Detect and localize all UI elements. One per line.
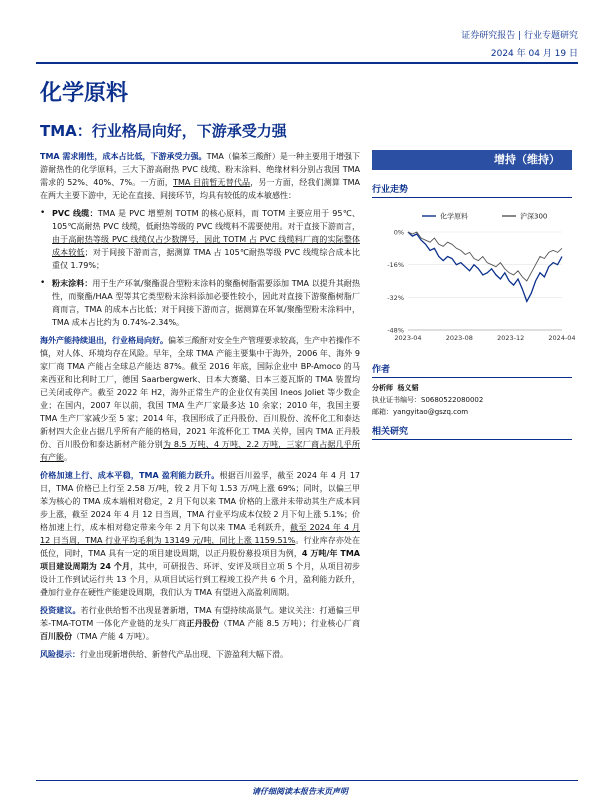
paragraph-investment [40, 604, 360, 643]
sidebar [372, 150, 576, 440]
main-body [40, 150, 360, 666]
paragraph-text: 根据百川盈孚，截至 2024 年 4 月 17 日，TMA 价格已上行至 2.58 万/吨，较 2 月下旬 1.53 万/吨上涨 69%；同时，以偏三甲苯为核心的 TMA 成本端相对稳定，2 月下旬以来 TMA 价格的上涨并未带动其生产成本同步上涨，截至 2024 年 4 月 12 日当周，TMA 行业平均成本仅较 2 月下旬上涨 5.1%；价格加速上行，成本相对稳定带来今年 2 月下旬以来 TMA 毛利跃升， [40, 471, 361, 532]
legend-label: 沪深300 [520, 212, 548, 221]
x-tick-label: 2023-12 [497, 334, 525, 342]
author-heading: 作者 [372, 362, 572, 378]
bullet-pvc-cable [40, 207, 360, 272]
paragraph-text: ，其中，可研报告、环评、安评及项目立项 5 个月，从项目初步设计工作到试运行共 13 个月，从项目试运行到工程竣工投产共 6 个月，盈利能力跃升，叠加行业存在硬性产能建设周期，我们认为 TMA 有望进入高盈利周期。 [40, 562, 360, 597]
series-line-sector [408, 232, 562, 301]
y-tick-label: -48% [387, 326, 404, 335]
email-label: 邮箱： [372, 408, 393, 416]
paragraph-lead: 海外产能持续退出，行业格局向好。 [40, 336, 168, 345]
license-line [372, 394, 572, 406]
paragraph-text: （TMA 产能 4 万吨）。 [72, 632, 154, 641]
y-tick-label: 0% [393, 228, 404, 237]
trend-heading: 行业走势 [372, 182, 572, 198]
bullet-lead: PVC 线缆： [52, 209, 98, 218]
x-tick-label: 2024-04 [548, 334, 576, 342]
header-divider [36, 62, 578, 64]
license-label: 执业证书编号： [372, 396, 421, 404]
paragraph-risk [40, 648, 360, 661]
footer-divider [36, 780, 578, 781]
email-line [372, 406, 572, 418]
paragraph-bold: 4 万吨/年 TMA 项目建设周期为 24 个月 [40, 549, 360, 571]
paragraph-text: 偏苯三酸酐对安全生产管理要求较高，生产中若操作不慎，对人体、环境均存在风险。早年，全球 TMA 产能主要集中于海外，2006 年、海外 9 家厂商 TMA 产能占全球总产能达 87%。截至 2016 年底，国际企业中 BP-Amoco 的马来西亚和比利时工厂，德国 Saarbergwerk、日本大赛璐、日本三菱瓦斯的 TMA 装置均已关闭或停产。截至 2022 年 H2，海外正常生产的企业仅有美国 Ineos Joliet 等少数企业；在国内，2007 年以前，我国 TMA 生产厂家最多达 10 余家；2010 年，我国主要 TMA 生产厂家减少至 5 家；2014 年，我国形成了正丹股份、百川股份、流杯化工和泰达新材四大企业占据几乎所有产能的格局，2021 年流杯化工 TMA 关停，国内 TMA 正丹股份、百川股份和泰达新材产能分别 [40, 336, 360, 449]
bullet-text: 用于生产环氧/聚酯混合型粉末涂料的聚酯树脂需要添加 TMA 以提升其耐热性，而聚酯/HAA 型等其它类型粉末涂料添加必要性较小，因此对直接下游聚酯树脂厂商而言，TMA 的成本占比低；对于间接下游而言，据测算在环氧/聚酯型粉末涂料中，TMA 成本占比约为 0.74%-2.34%。 [52, 279, 361, 327]
paragraph-text: ，另一方面，经我们测算 TMA 在两大主要下游中，无论在直接、间接环节，均具有较低的成本敏感性： [40, 178, 360, 200]
related-heading: 相关研究 [372, 424, 572, 440]
paragraph-price [40, 469, 360, 599]
bullet-lead: 粉末涂料： [52, 279, 93, 288]
paragraph-text: （TMA 产能 8.5 万吨）；行业核心厂商 [219, 619, 361, 628]
bullet-text: TMA 是 PVC 增塑剂 TOTM 的核心原料，而 TOTM 主要应用于 95℃、105℃高耐热 PVC 线缆，低耐热等级的 PVC 线缆料不需要使用。对于直接下游而言， [52, 209, 360, 231]
paragraph-text: TMA（偏苯三酸酐）是一种主要用于增强下游耐热性的化学原料，三大下游高耐热 PVC 线缆、粉末涂料、绝缘材料分别占我国 TMA 需求的 52%、40%、7%。一方面， [40, 152, 360, 187]
x-tick-label: 2023-04 [394, 334, 422, 342]
legend-label: 化学原料 [440, 212, 468, 221]
page-title: TMA：行业格局向好，下游承受力强 [40, 122, 287, 140]
paragraph-highlight: TMA 目前暂无替代品 [173, 178, 251, 187]
license-number: S0680522080002 [421, 396, 484, 404]
trend-chart [372, 202, 576, 352]
paragraph-capacity [40, 334, 360, 464]
bullet-powder-coating [40, 277, 360, 329]
email-address[interactable]: yangyitao@gszq.com [393, 408, 469, 416]
paragraph-lead: 价格加速上行、成本平稳，TMA 盈利能力跃升。 [40, 471, 220, 480]
y-tick-label: -16% [387, 261, 404, 270]
footer-note: 请仔细阅读本报告末页声明 [252, 787, 348, 796]
paragraph-lead: TMA 需求刚性，成本占比低，下游承受力强。 [40, 152, 207, 161]
report-type: 证券研究报告 | 行业专题研究 [461, 31, 578, 41]
sector-title: 化学原料 [40, 81, 129, 106]
paragraph-demand [40, 150, 360, 202]
paragraph-text: 若行业供给暂不出现显著新增，TMA 有望持续高景气。建议关注：打通偏三甲苯-TMA-TOTM 一体化产业链的龙头厂商 [40, 606, 361, 628]
rating-badge: 增持（维持） [372, 150, 572, 170]
analyst-line [372, 382, 572, 394]
paragraph-text: 。行业库存亦处在低位，同时，TMA 具有一定的项目建设周期，以正丹股份募投项目为例， [40, 536, 361, 558]
analyst-label: 分析师 [372, 384, 393, 392]
y-tick-label: -32% [387, 293, 404, 302]
paragraph-lead: 投资建议。 [40, 606, 81, 615]
report-date: 2024 年 04 月 19 日 [490, 49, 578, 59]
paragraph-highlight: 截至 2024 年 4 月 12 日当周，TMA 行业平均毛利为 13149 元/吨，同比上涨 1159.51% [40, 523, 360, 545]
bullet-highlight: 由于高耐热等级 PVC 线缆仅占少数牌号，因此 TOTM 占 PVC 线缆料厂商的实际整体成本较低 [52, 235, 360, 257]
company-baichuan: 百川股份 [40, 632, 72, 641]
bullet-text: ；对于间接下游而言，据测算 TMA 占 105℃耐热等级 PVC 线缆综合成本比重仅 1.79%； [52, 248, 360, 270]
paragraph-text: 。 [64, 453, 72, 462]
x-tick-label: 2023-08 [445, 334, 473, 342]
analyst-name: 杨义韬 [397, 384, 419, 392]
company-zhengdan: 正丹股份 [186, 619, 220, 628]
paragraph-lead: 风险提示： [40, 650, 80, 659]
paragraph-highlight: 为 8.5 万吨、4 万吨、2.2 万吨，三家厂商占据几乎所有产能 [40, 440, 360, 462]
paragraph-text: 行业出现新增供给、新替代产品出现、下游盈利大幅下滑。 [80, 650, 288, 659]
